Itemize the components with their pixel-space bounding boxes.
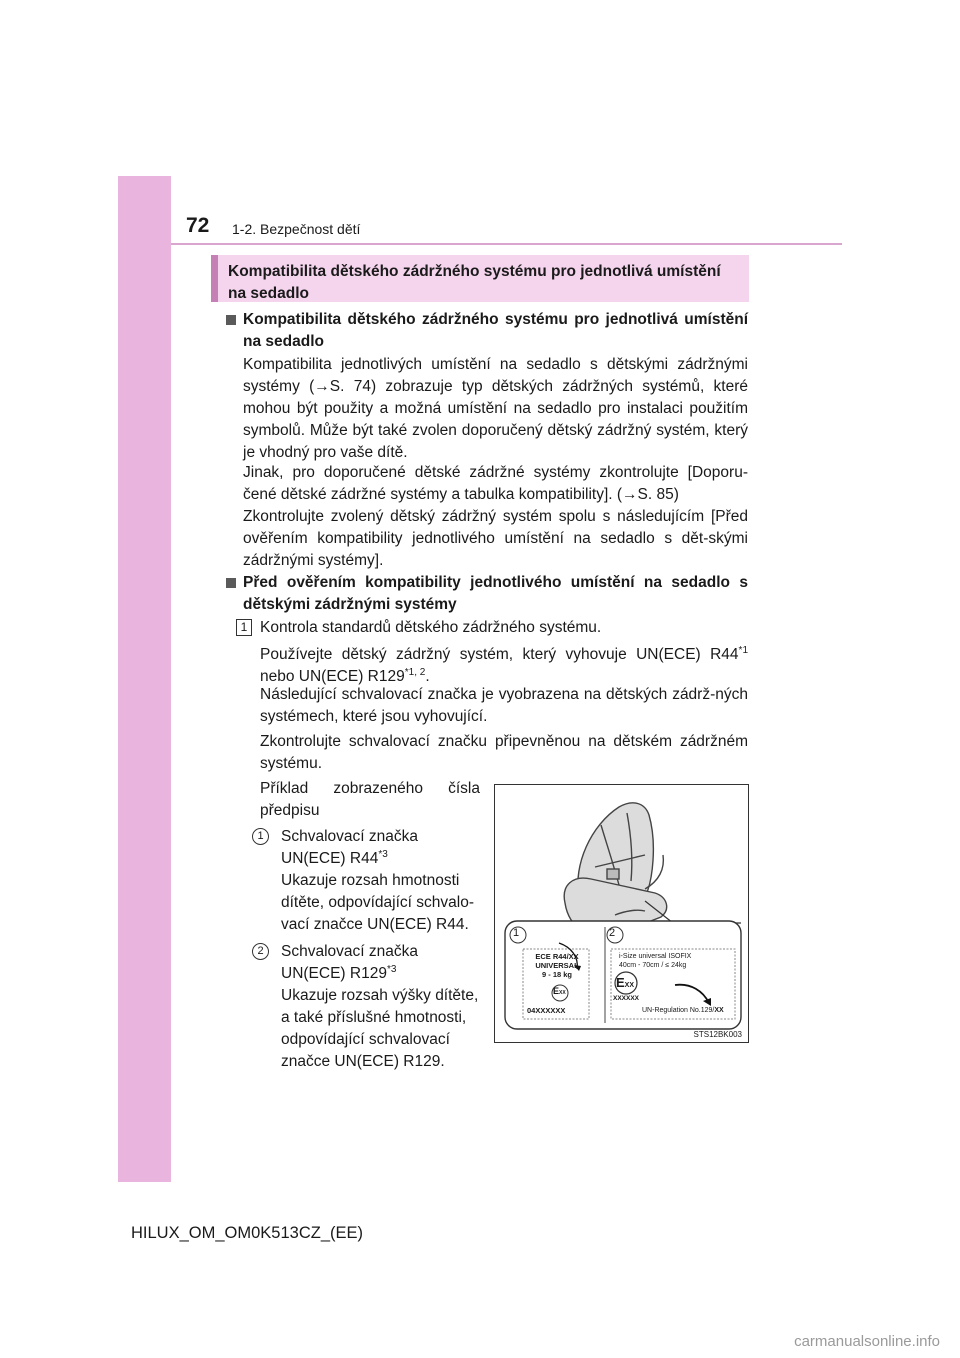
r44-code: 04XXXXXX <box>527 1006 566 1015</box>
child-seat-illustration <box>495 785 748 1042</box>
step-number-box: 1 <box>236 619 252 636</box>
bullet-square-icon <box>226 315 236 325</box>
r129-line1: i-Size universal ISOFIX <box>619 953 692 960</box>
item1-paragraph-1: Kompatibilita jednotlivých umístění na sedadlo s dětskými zádržnými systémy (→S. 74) zobrazuje typ dětských zádržných systémů, které mohou být použity a možná umístění na sedadlo pro instalaci použitím symbolů. Může být také zvolen doporučený dětský zádržný systém, který je vhodný pro vaše dítě. <box>243 356 748 461</box>
item2-paragraph-2: Následující schvalovací značka je vyobrazena na dětských zádrž-ných systémech, které jsou vyhovující. <box>260 686 748 725</box>
footnote-ref: *1 <box>738 644 748 656</box>
r44-unit: kg <box>561 970 573 979</box>
r44-line3: 9 - 18 <box>541 970 562 979</box>
callout-1: 1 <box>513 927 520 939</box>
r44-line2: UNIVERSAL <box>535 961 579 970</box>
running-head: 1-2. Bezpečnost dětí <box>232 221 361 237</box>
footer-code: HILUX_OM_OM0K513CZ_(EE) <box>131 1224 363 1242</box>
mark2-number: 2 <box>252 943 269 960</box>
r44-exx-code: XX <box>559 990 566 996</box>
item2-paragraph-1 <box>260 644 748 688</box>
r129-reg-xx: XX <box>714 1007 724 1014</box>
item2-heading: Před ověřením kompatibility jednotlivého umístění na sedadlo s dětskými zádržnými systémy <box>243 574 748 613</box>
item1-paragraph-3: Zkontrolujte zvolený dětský zádržný systém spolu s následujícím [Před ověřením kompatibility jednotlivého umístění na sedadlo s dět-skými zádržnými systémy]. <box>243 508 748 569</box>
mark1-number: 1 <box>252 828 269 845</box>
footnote-ref: *1, 2 <box>404 666 426 678</box>
child-seat-icon <box>564 803 666 937</box>
page-number: 72 <box>186 214 210 237</box>
r129-exx: EXX <box>616 975 635 990</box>
item1-paragraph-2: Jinak, pro doporučené dětské zádržné systémy zkontrolujte [Doporu-čené dětské zádržné systémy a tabulka kompatibility]. (→S. 85) <box>243 464 748 503</box>
r129-label-text <box>619 952 691 970</box>
mark2-title: Schvalovací značka UN(ECE) R129 <box>281 943 418 982</box>
bullet-square-icon <box>226 578 236 588</box>
r129-reg-text: UN-Regulation No.129/ <box>642 1007 715 1014</box>
section-title: Kompatibilita dětského zádržného systému pro jednotlivá umístění na sedadlo <box>228 263 721 302</box>
r129-line2: 40cm - 70cm / ≤ 24kg <box>619 962 687 969</box>
watermark[interactable]: carmanualsonline.info <box>794 1333 940 1350</box>
r44-label-text <box>525 952 589 979</box>
p1-text-c: . <box>425 668 430 685</box>
item1-heading: Kompatibilita dětského zádržného systému pro jednotlivá umístění na sedadlo <box>243 311 748 350</box>
figure-code: STS12BK003 <box>693 1030 742 1039</box>
footnote-ref: *3 <box>378 848 388 860</box>
callout-2: 2 <box>609 927 616 939</box>
r129-regulation <box>642 1007 724 1014</box>
mark1-description: Ukazuje rozsah hmotnosti dítěte, odpovídající schvalo-vací značce UN(ECE) R44. <box>281 872 475 933</box>
footnote-ref: *3 <box>386 963 397 975</box>
mark1-block <box>281 826 481 936</box>
mark2-description: Ukazuje rozsah výšky dítěte, a také příslušné hmotnosti, odpovídající schvalovací značce UN(ECE) R129. <box>281 987 479 1070</box>
header-rule <box>171 243 842 245</box>
r44-line1: ECE R44/ <box>535 952 569 961</box>
p1-text-a: Používejte dětský zádržný systém, který vyhovuje UN(ECE) R44 <box>260 646 739 663</box>
r129-exx-code: XX <box>624 982 635 989</box>
example-label: Příklad zobrazeného čísla předpisu <box>260 780 480 819</box>
section-title-box <box>211 255 749 302</box>
item2-paragraph-3: Zkontrolujte schvalovací značku připevněnou na dětském zádržném systému. <box>260 733 748 772</box>
approval-label-figure <box>494 784 749 1043</box>
mark1-title: Schvalovací značka UN(ECE) R44 <box>281 828 418 867</box>
r44-xx: XX <box>568 952 579 961</box>
mark2-block <box>281 941 481 1073</box>
chapter-sidebar-tab <box>118 176 171 1182</box>
r129-code: XXXXXX <box>613 995 640 1002</box>
r44-exx: EXX <box>553 986 566 996</box>
step-text: Kontrola standardů dětského zádržného systému. <box>260 619 602 636</box>
p1-text-b: nebo UN(ECE) R129 <box>260 668 405 685</box>
